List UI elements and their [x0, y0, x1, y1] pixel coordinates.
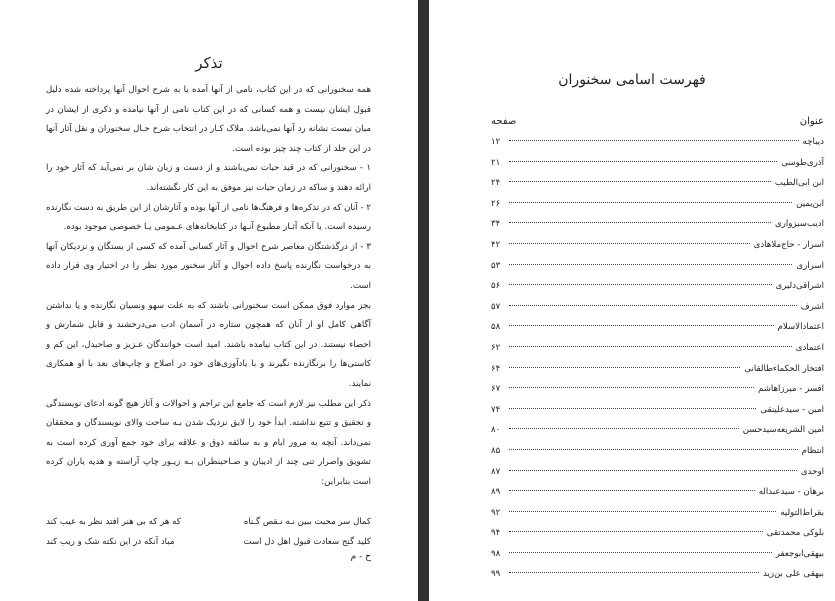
- toc-title: فهرست اسامی سخنوران: [558, 72, 706, 88]
- toc-entry[interactable]: [491, 178, 824, 199]
- toc-leader-dots: [509, 449, 798, 450]
- toc-entry-page: ۶۴: [491, 363, 501, 374]
- toc-entry-name: افسر - میرزاهاشم: [757, 384, 824, 395]
- toc-leader-dots: [509, 552, 772, 553]
- toc-leader-dots: [509, 531, 763, 532]
- toc-col-title: عنوان: [799, 116, 824, 127]
- page-title: تذکر: [195, 54, 223, 72]
- toc-entry-name: اوحدی: [800, 466, 824, 477]
- toc-entry[interactable]: [491, 240, 824, 261]
- toc-leader-dots: [509, 511, 776, 512]
- toc-entry-name: بلوکی محمدتقی: [766, 528, 824, 539]
- toc-entry-name: افتخار الحکماء‌طالقانی: [744, 363, 824, 374]
- toc-entry-name: اسرار - حاج‌ملاهادی: [753, 239, 824, 250]
- toc-entry-name: اسراری: [796, 260, 824, 271]
- toc-entry[interactable]: [491, 302, 824, 323]
- toc-entry[interactable]: [491, 549, 824, 570]
- page-mark: ح - م: [350, 552, 371, 562]
- poem-verse: [46, 512, 371, 532]
- toc-entry[interactable]: [491, 322, 824, 343]
- toc-entry-name: بیهقی‌ابوجعفر: [775, 548, 824, 559]
- toc-entry-page: ۵۸: [491, 322, 501, 333]
- toc-entry[interactable]: [491, 158, 824, 179]
- toc-entry-page: ۹۲: [491, 507, 501, 518]
- toc-entry-name: اشراقی‌دلیری: [775, 281, 824, 292]
- toc-entry-name: ابن ابی‌الطیب: [774, 178, 824, 189]
- toc-entry-page: ۸۰: [491, 425, 501, 436]
- toc-leader-dots: [509, 408, 756, 409]
- toc-entry-name: بقراط‌التولیه: [780, 507, 824, 518]
- toc-entry[interactable]: [491, 219, 824, 240]
- toc-entry-page: ۵۳: [491, 260, 501, 271]
- toc-entry-name: برهان - سیدعبداله: [758, 487, 824, 498]
- toc-entry-name: بیهقی علی بن‌زید: [762, 569, 824, 580]
- toc-entry[interactable]: [491, 281, 824, 302]
- paragraph: بجز موارد فوق ممکن است سخنورانی باشند که به علت سهو ونسیان نگارنده و یا نداشتن آگاهی کامل او از آنان که همچون ستاره در آسمان ادب می‌درخشند و قابل شمارش و احصاء نیستند. در این کتاب نیامده باشند. امید است خوانندگان عـزیز و صاحبدل، این کم و کاستی‌ها را برنگارنده نگیرند و با یادآوری‌های خود در اصلاح و چاپ‌های بعد با او همکاری نمایند.: [46, 300, 371, 389]
- paragraph: ۳ - از درگذشتگان معاصر شرح احوال و آثار کسانی آمده که کسی از بستگان و نزدیکان آنها به درخواست نگارنده پاسخ داده احوال و آثار سخنور مورد نظر را در اختیار وی قرار داده است.: [46, 241, 371, 291]
- toc-leader-dots: [509, 181, 771, 182]
- toc-list: [491, 137, 824, 590]
- hemistich: کلید گنج سعادت قبول اهل دل است: [243, 537, 371, 547]
- toc-entry-name: ادیب‌سبزواری: [775, 219, 824, 230]
- toc-leader-dots: [509, 140, 799, 141]
- toc-entry[interactable]: [491, 405, 824, 426]
- toc-leader-dots: [509, 284, 772, 285]
- book-spine: [418, 0, 429, 601]
- toc-entry[interactable]: [491, 425, 824, 446]
- toc-entry-page: ۲۱: [491, 157, 501, 168]
- toc-entry[interactable]: [491, 508, 824, 529]
- toc-leader-dots: [509, 305, 797, 306]
- toc-leader-dots: [509, 161, 777, 162]
- toc-entry-name: اعتمادالاسلام: [777, 322, 824, 333]
- toc-leader-dots: [509, 325, 774, 326]
- toc-leader-dots: [509, 346, 792, 347]
- paragraph: ذکر این مطلب نیز لازم است که جامع این تراجم و احوالات و آثار هیچ گونه ادعای نویسندگی و تحقیق و تتبع نداشته. ابدأ خود را لایق نزدیک شدن بـه ساحت والای نویسندگان و محققان نمی‌داند. آنچه به مرور ایام و به سائقه ذوق و علاقه برای خود جمع آوری کرده است به تشویق واصرار تنی چند از ادیبان و صـاحبنظران بـه زیـور چاپ آراسته و هدیه یاران کرده است بنابراین:: [46, 398, 371, 487]
- toc-entry-page: ۲۶: [491, 198, 501, 209]
- toc-entry-page: ۸۷: [491, 466, 501, 477]
- paragraph: ۲ - آنان که در تذکره‌ها و فرهنگ‌ها نامی از آنها بوده و آثارشان از این طریق به دست نگارنده رسیده است. یا آنکه آثـار مطبوع آنـها در کتابخانه‌های عـمومی یـا خصوصی موجود بوده.: [46, 202, 371, 233]
- toc-entry-page: ۳۴: [491, 219, 501, 230]
- toc-leader-dots: [509, 264, 792, 265]
- poem-verse: [46, 532, 371, 552]
- toc-entry-name: امین الشریعه‌سیدحسن: [742, 425, 824, 436]
- toc-entry[interactable]: [491, 467, 824, 488]
- toc-entry[interactable]: [491, 343, 824, 364]
- toc-entry[interactable]: [491, 199, 824, 220]
- toc-entry[interactable]: [491, 446, 824, 467]
- right-page: [429, 0, 835, 601]
- toc-leader-dots: [509, 243, 750, 244]
- toc-leader-dots: [509, 222, 771, 223]
- toc-header: [491, 116, 824, 127]
- toc-entry[interactable]: [491, 528, 824, 549]
- toc-leader-dots: [509, 490, 755, 491]
- toc-entry-page: ۱۲: [491, 137, 501, 147]
- toc-entry-page: ۹۹: [491, 569, 501, 580]
- toc-entry-page: ۶۷: [491, 384, 501, 395]
- toc-entry-name: انتظام: [801, 445, 824, 456]
- toc-entry[interactable]: [491, 137, 824, 158]
- toc-entry-name: دیباچه: [802, 137, 824, 147]
- poem: [46, 512, 371, 552]
- paragraph: همه سخنورانی که در این کتاب، نامی از آنها آمده یا به شرح احوال آنها پرداخته شده دلیل قبول ایشان نیست و همه کسانی که در این کتاب نامی از آنها نیامده و ذکری از ایشان در میان نیست نشانه رد آنها نمی‌باشد. ملاک کـار در انتخاب شرح حـال سخنوران و نقل آثار آنها در این جلد از کتاب چند چیز بوده است.: [46, 85, 371, 154]
- toc-entry-name: ابن‌یمین: [796, 198, 824, 209]
- toc-entry-name: اشرف: [800, 301, 824, 312]
- toc-entry-name: امین - سیدعلینقی: [760, 404, 824, 415]
- toc-entry-page: ۴۲: [491, 239, 501, 250]
- hemistich: مباد آنکه در این نکته شک و ریب کند: [46, 537, 175, 547]
- toc-entry-page: ۸۹: [491, 487, 501, 498]
- toc-entry[interactable]: [491, 487, 824, 508]
- toc-entry-page: ۹۸: [491, 548, 501, 559]
- toc-entry[interactable]: [491, 364, 824, 385]
- toc-entry-page: ۷۴: [491, 404, 501, 415]
- toc-entry-name: آذری‌طوسی: [781, 157, 824, 168]
- toc-entry[interactable]: [491, 261, 824, 282]
- toc-entry-name: اعتمادی: [795, 342, 824, 353]
- hemistich: که هر که بی هنر افتد نظر به عیب کند: [46, 517, 181, 527]
- hemistich: کمال سر محبت ببین نـه نـقص گـناه: [243, 517, 371, 527]
- toc-leader-dots: [509, 367, 740, 368]
- toc-leader-dots: [509, 428, 739, 429]
- toc-leader-dots: [509, 572, 759, 573]
- notice-body: [46, 81, 371, 492]
- toc-entry[interactable]: [491, 384, 824, 405]
- toc-col-page: صفحه: [491, 116, 517, 127]
- toc-entry-page: ۸۵: [491, 445, 501, 456]
- toc-entry-page: ۶۲: [491, 342, 501, 353]
- toc-entry-page: ۵۷: [491, 301, 501, 312]
- toc-entry-page: ۹۴: [491, 528, 501, 539]
- toc-entry-page: ۲۴: [491, 178, 501, 189]
- toc-entry[interactable]: [491, 569, 824, 590]
- toc-leader-dots: [509, 202, 792, 203]
- paragraph: ۱ - سخنورانی که در قید حیات نمی‌باشند و از دست و زبان شان بر نمی‌آید که آثار خود را ارائه دهند و ساکه در زمان حیات نیز موفق به این کار نگشته‌اند.: [46, 163, 371, 193]
- toc-leader-dots: [509, 387, 754, 388]
- toc-entry-page: ۵۶: [491, 281, 501, 292]
- toc-leader-dots: [509, 470, 797, 471]
